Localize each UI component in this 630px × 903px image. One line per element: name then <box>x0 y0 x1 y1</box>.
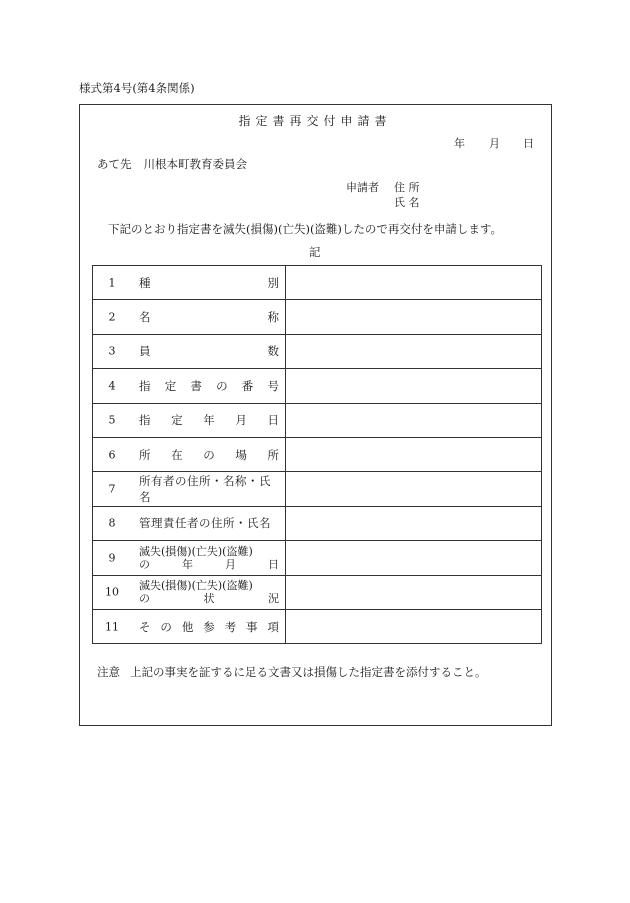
row-number: 8 <box>108 516 116 530</box>
document-title: 指定書再交付申請書 <box>238 114 392 128</box>
row-label-char: 定 <box>164 378 177 393</box>
row-label <box>139 579 279 605</box>
row-label-char: そ <box>139 619 151 634</box>
row-value-field[interactable] <box>286 506 542 540</box>
table-row <box>93 403 542 437</box>
row-label-cell <box>93 506 286 540</box>
row-label-char: 考 <box>224 619 237 634</box>
row-label-char: 参 <box>203 619 215 634</box>
applicant-label: 申請者 <box>346 181 379 194</box>
row-label-char: 日 <box>267 413 279 428</box>
row-label-line1: 滅失(損傷)(亡失)(盗難) <box>139 579 253 593</box>
row-label-char: の <box>139 592 150 606</box>
note <box>97 664 487 680</box>
table-row <box>93 472 542 506</box>
row-label-char: 事 <box>246 619 258 634</box>
table-row <box>93 266 542 300</box>
application-statement: 下記のとおり指定書を滅失(損傷)(亡失)(盗難)したので再交付を申請します。 <box>108 222 502 236</box>
row-number: 4 <box>108 379 116 393</box>
row-label-line2 <box>139 592 279 605</box>
row-value-field[interactable] <box>286 300 542 334</box>
row-label <box>139 412 279 428</box>
row-label-char: 定 <box>171 413 183 428</box>
row-label-char: の <box>203 447 215 462</box>
row-label-char: 番 <box>241 378 254 393</box>
row-label-char: 別 <box>267 275 279 290</box>
row-label <box>139 545 279 571</box>
row-number: 7 <box>108 482 116 496</box>
row-label-cell <box>93 403 286 437</box>
row-label-cell <box>93 609 286 643</box>
row-label-char: 場 <box>235 447 247 462</box>
row-label <box>139 275 279 291</box>
applicant-address-label: 住 所 <box>394 181 420 194</box>
row-label-char: 況 <box>268 592 279 606</box>
row-value-field[interactable] <box>286 334 542 368</box>
row-label-char: 月 <box>225 557 236 571</box>
row-number: 2 <box>108 310 116 324</box>
form-number-label: 様式第4号(第4条関係) <box>79 81 195 95</box>
row-label-cell <box>93 575 286 609</box>
row-number: 1 <box>108 276 116 290</box>
row-label-cell <box>93 266 286 300</box>
row-label-char: の <box>139 557 150 571</box>
row-label-char: 名 <box>139 310 151 325</box>
row-label-char: 員 <box>139 344 151 359</box>
row-label-cell <box>93 369 286 403</box>
row-label-char: 年 <box>203 413 215 428</box>
row-value-field[interactable] <box>286 437 542 471</box>
row-value-field[interactable] <box>286 541 542 575</box>
addressee-prefix: あて先 <box>97 157 132 171</box>
row-label-line1: 滅失(損傷)(亡失)(盗難) <box>139 544 253 558</box>
date-month-label: 月 <box>489 137 500 150</box>
row-label <box>139 309 279 325</box>
row-label-char: 項 <box>267 619 279 634</box>
row-label <box>139 619 279 635</box>
row-number: 10 <box>105 585 119 599</box>
table-row <box>93 334 542 368</box>
row-label: 所有者の住所・名称・氏名 <box>139 474 271 505</box>
row-label-char: の <box>160 619 172 634</box>
row-label <box>139 447 279 463</box>
row-label-char: 他 <box>181 619 194 634</box>
table-row <box>93 300 542 334</box>
table-row <box>93 541 542 575</box>
row-label-char: 在 <box>171 447 183 462</box>
table-row <box>93 506 542 540</box>
row-label-char: 指 <box>139 413 151 428</box>
items-table <box>92 265 542 644</box>
row-label-cell <box>93 300 286 334</box>
row-value-field[interactable] <box>286 369 542 403</box>
date-day-label: 日 <box>523 137 534 150</box>
row-label-char: 数 <box>267 344 279 359</box>
addressee <box>97 156 247 172</box>
applicant-name-label: 氏 名 <box>394 196 420 209</box>
row-label-char: の <box>216 378 228 393</box>
row-number: 6 <box>108 448 116 462</box>
table-row <box>93 609 542 643</box>
row-label-char: 日 <box>268 557 279 571</box>
row-value-field[interactable] <box>286 609 542 643</box>
row-label <box>139 343 279 359</box>
row-value-field[interactable] <box>286 403 542 437</box>
row-label-cell <box>93 334 286 368</box>
table-row <box>93 437 542 471</box>
note-label: 注意 <box>97 665 120 679</box>
row-label-cell <box>93 437 286 471</box>
row-number: 5 <box>108 413 116 427</box>
row-number: 3 <box>108 344 116 358</box>
row-label-char: 書 <box>190 378 202 393</box>
table-row <box>93 575 542 609</box>
row-label-char: 指 <box>139 378 151 393</box>
row-value-field[interactable] <box>286 472 542 506</box>
addressee-name: 川根本町教育委員会 <box>143 157 247 171</box>
row-label-char: 所 <box>139 447 151 462</box>
row-label: 管理責任者の住所・氏名 <box>139 516 271 531</box>
row-label-char: 号 <box>267 378 279 393</box>
row-value-field[interactable] <box>286 575 542 609</box>
note-text: 上記の事実を証するに足る文書又は損傷した指定書を添付すること。 <box>130 665 487 679</box>
row-label-cell <box>93 541 286 575</box>
row-label-cell <box>93 472 286 506</box>
row-label <box>139 378 279 394</box>
row-label-char: 年 <box>182 557 193 571</box>
row-label-char: 状 <box>203 592 215 606</box>
date-year-label: 年 <box>454 137 465 150</box>
ki-heading: 記 <box>309 245 321 259</box>
row-value-field[interactable] <box>286 266 542 300</box>
row-number: 9 <box>108 551 116 565</box>
row-label-char: 称 <box>267 310 279 325</box>
row-label-line2 <box>139 558 279 571</box>
row-label-char: 月 <box>235 413 247 428</box>
table-row <box>93 369 542 403</box>
row-number: 11 <box>105 620 119 634</box>
row-label-char: 種 <box>139 275 151 290</box>
row-label-char: 所 <box>267 447 279 462</box>
